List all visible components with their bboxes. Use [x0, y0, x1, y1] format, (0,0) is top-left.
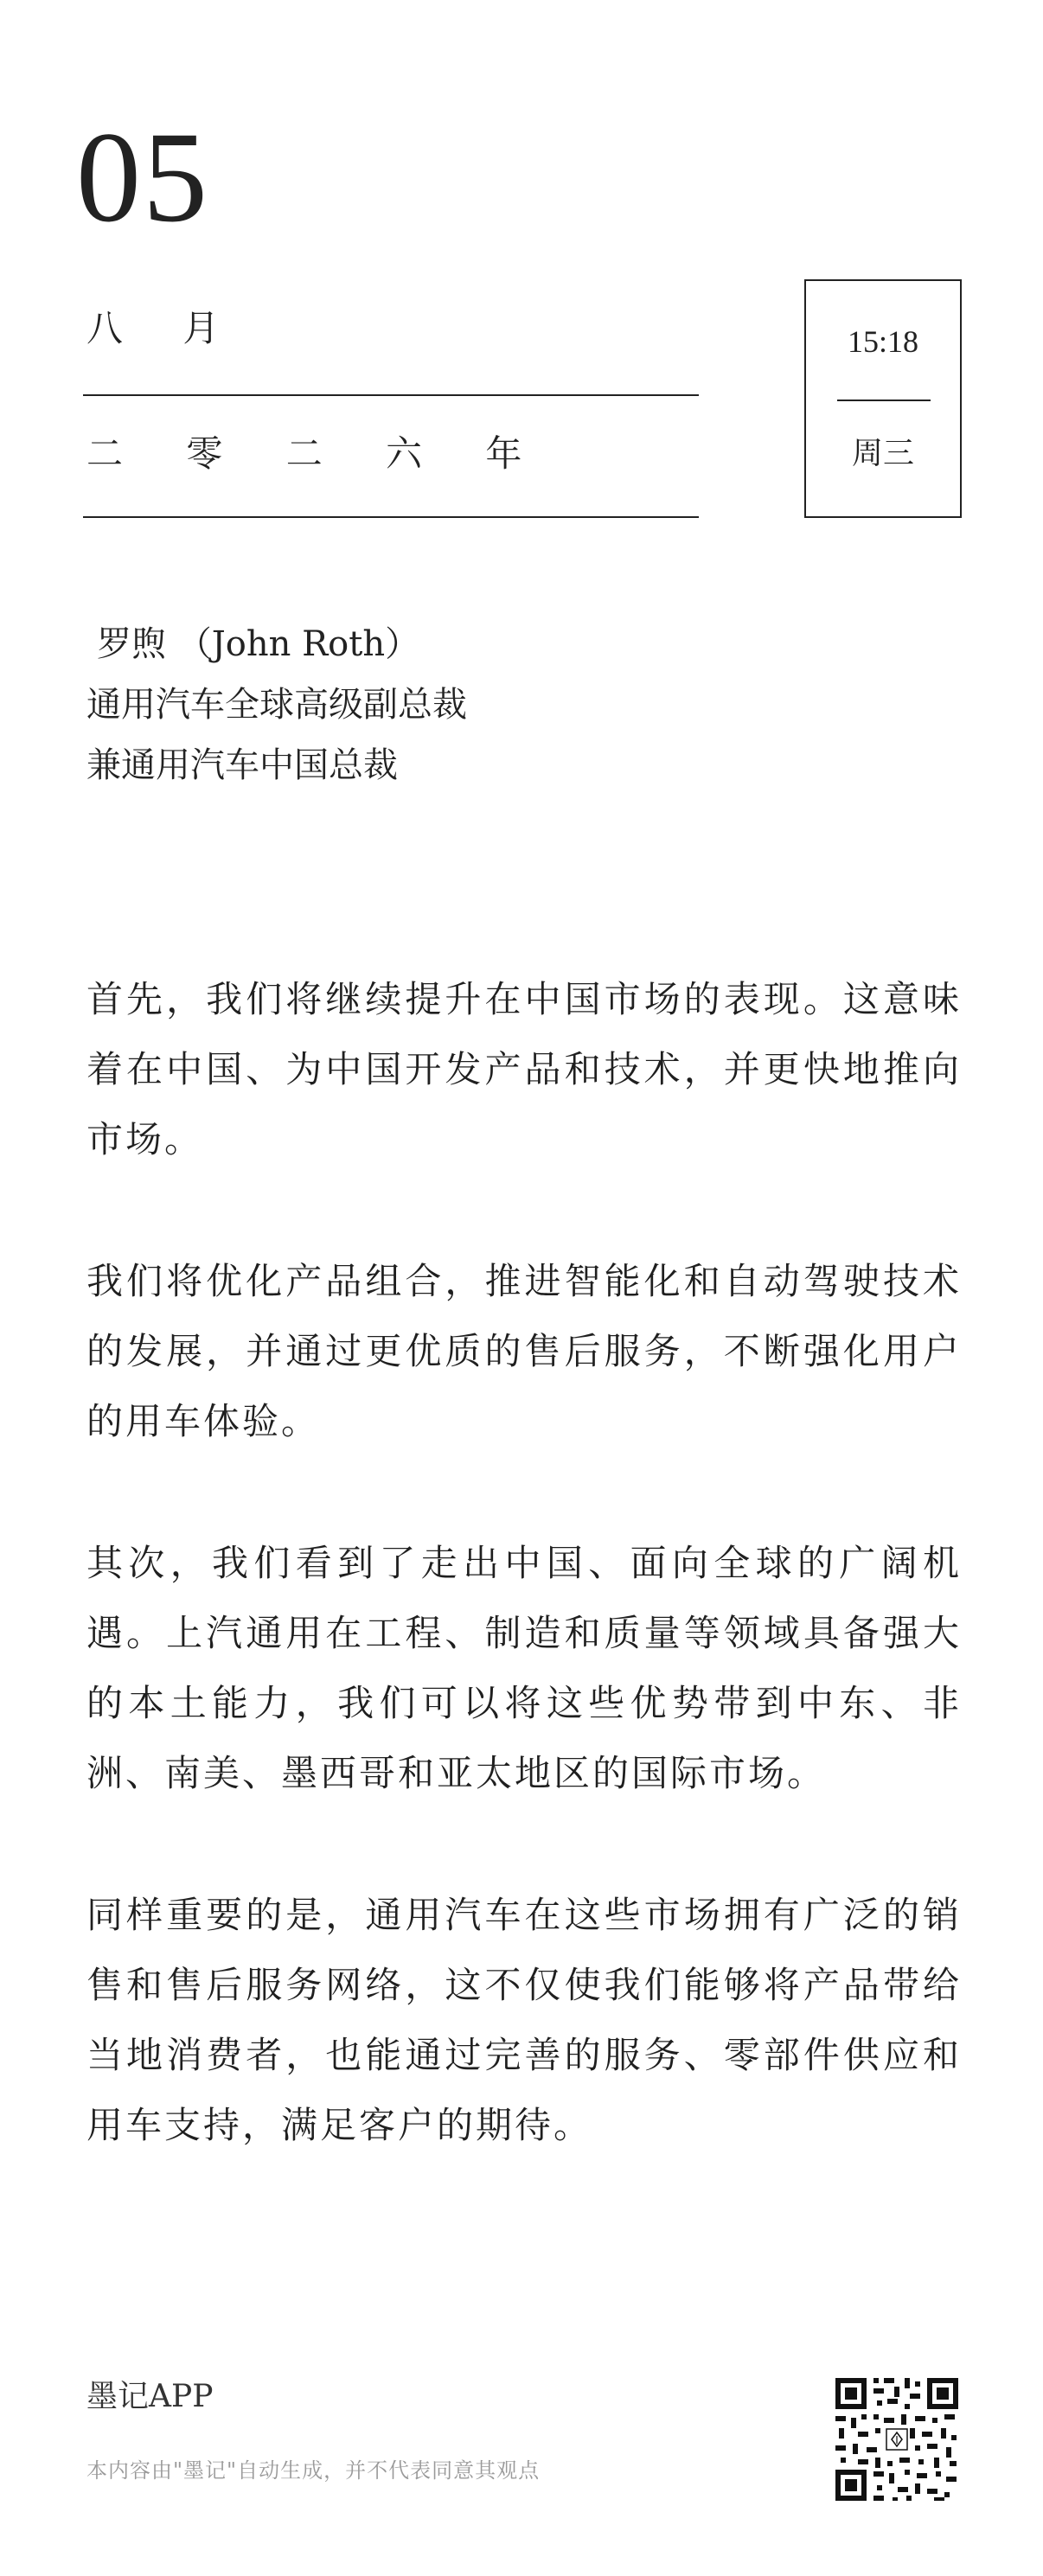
article-paragraph: 其次，我们看到了走出中国、面向全球的广阔机遇。上汽通用在工程、制造和质量等领域具备强大的本土能力，我们可以将这些优势带到中东、非洲、南美、墨西哥和亚太地区的国际市场。 [86, 1542, 962, 1794]
month-label: 八 月 [86, 307, 244, 349]
weekday-label: 周三 [851, 436, 914, 471]
app-brand: 墨记APP [86, 2379, 214, 2414]
article-paragraph: 首先，我们将继续提升在中国市场的表现。这意味着在中国、为中国开发产品和技术，并更快地推向市场。 [86, 978, 962, 1160]
qr-code-icon [832, 2375, 962, 2504]
author-block [86, 614, 467, 796]
time-box-divider [837, 400, 931, 401]
article-body [86, 964, 962, 2232]
disclaimer-text: 本内容由"墨记"自动生成，并不代表同意其观点 [86, 2458, 541, 2483]
author-title: 兼通用汽车中国总裁 [86, 745, 398, 785]
divider [83, 516, 699, 518]
article-paragraph: 我们将优化产品组合，推进智能化和自动驾驶技术的发展，并通过更优质的售后服务，不断强化用户的用车体验。 [86, 1260, 962, 1442]
time-box [804, 279, 962, 518]
year-label: 二 零 二 六 年 [86, 432, 548, 475]
time-label: 15:18 [847, 324, 918, 359]
article-paragraph: 同样重要的是，通用汽车在这些市场拥有广泛的销售和售后服务网络，这不仅使我们能够将产品带给当地消费者，也能通过完善的服务、零部件供应和用车支持，满足客户的期待。 [86, 1894, 962, 2146]
day-number: 05 [76, 105, 209, 249]
author-title: 通用汽车全球高级副总裁 [86, 685, 467, 725]
author-name: 罗煦 （John Roth） [97, 624, 420, 664]
divider [83, 394, 699, 396]
